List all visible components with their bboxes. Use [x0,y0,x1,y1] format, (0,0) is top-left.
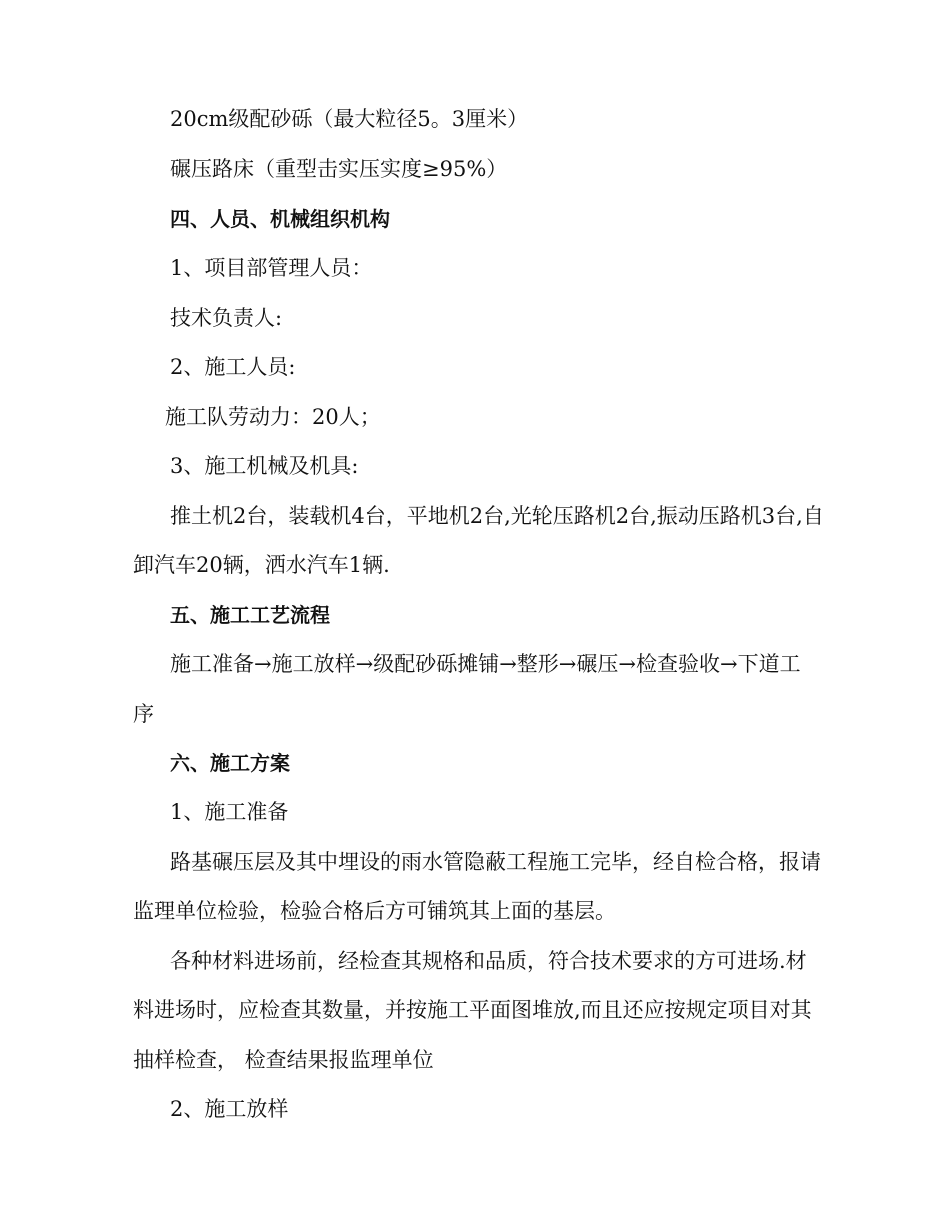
text-line: 1、施工准备 [170,800,289,824]
text-line: 技术负责人: [170,306,283,330]
text-line: 1、项目部管理人员： [170,256,373,280]
text-line: 推土机2台，装载机4台，平地机2台,光轮压路机2台,振动压路机3台,自 [170,504,824,528]
text-line: 2、施工人员: [170,355,296,379]
text-line: 碾压路床（重型击实压实度≥95%） [170,157,508,181]
text-line: 路基碾压层及其中埋设的雨水管隐蔽工程施工完毕，经自检合格，报请 [170,850,821,874]
text-line: 各种材料进场前，经检查其规格和品质，符合技术要求的方可进场.材 [170,949,807,973]
text-line: 20cm级配砂砾（最大粒径5。3厘米） [170,107,529,131]
text-line: 抽样检查， 检查结果报监理单位 [133,1048,434,1072]
text-line: 序 [133,702,154,726]
text-line: 施工队劳动力：20人； [165,405,381,429]
section-heading: 四、人员、机械组织机构 [170,207,390,231]
text-line: 施工准备→施工放样→级配砂砾摊铺→整形→碾压→检查验收→下道工 [170,652,801,676]
section-heading: 六、施工方案 [170,751,290,775]
text-line: 2、施工放样 [170,1097,289,1121]
text-line: 卸汽车20辆，洒水汽车1辆. [133,553,390,577]
text-line: 料进场时，应检查其数量，并按施工平面图堆放,而且还应按规定项目对其 [133,998,812,1022]
section-heading: 五、施工工艺流程 [170,603,330,627]
text-line: 监理单位检验，检验合格后方可铺筑其上面的基层。 [133,899,616,923]
text-line: 3、施工机械及机具: [170,454,359,478]
